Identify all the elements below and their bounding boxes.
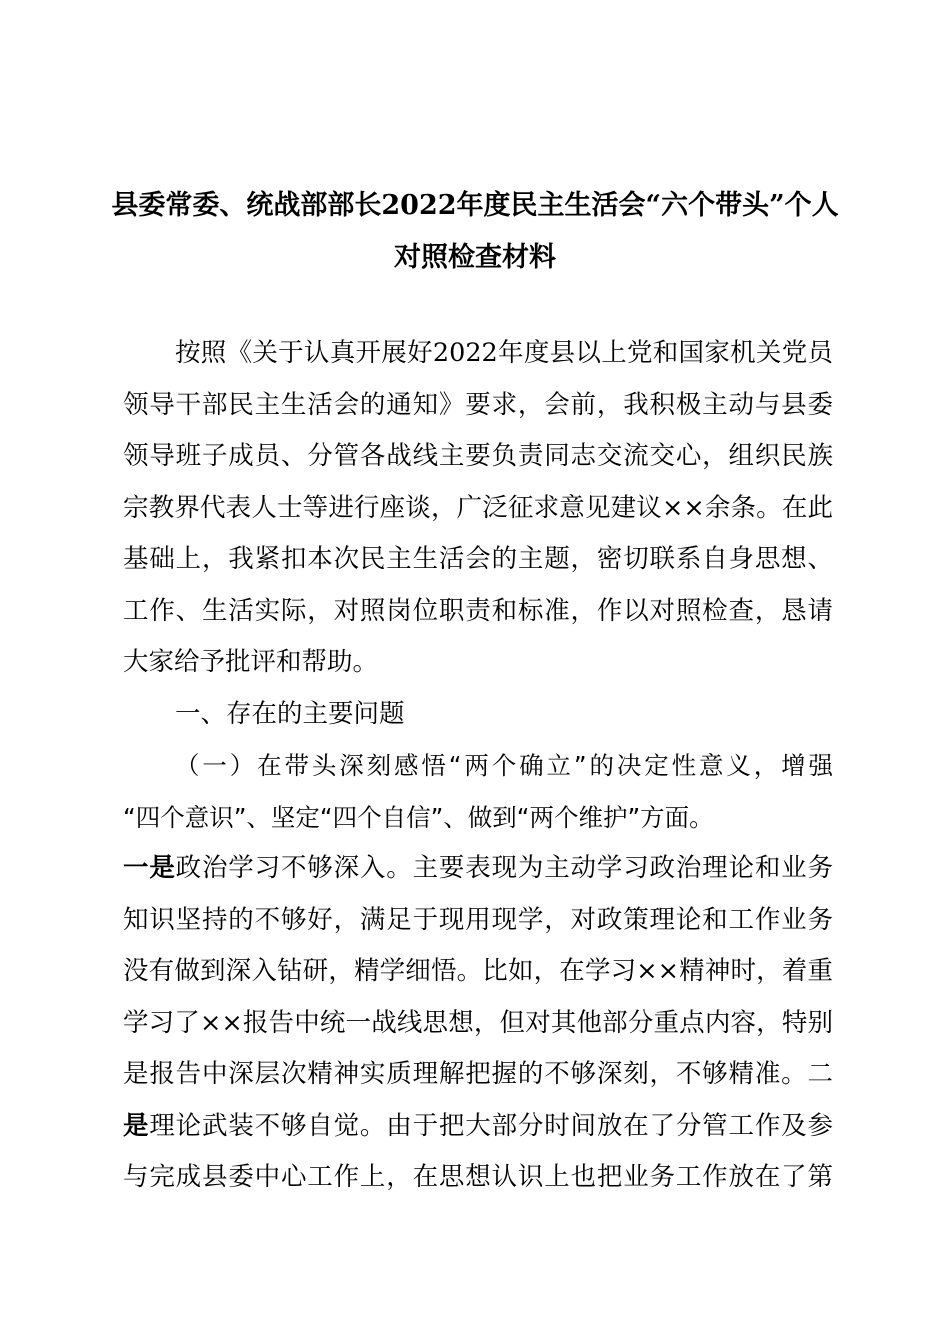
lead-er-shi: 是 (123, 1110, 150, 1141)
para-line-6 (123, 1101, 833, 1153)
intro-line-4: 宗教界代表人士等进行座谈，广泛征求意见建议××余条。在此 (123, 492, 833, 523)
lead-yi-shi: 一是 (123, 853, 176, 883)
intro-line-2: 领导干部民主生活会的通知》要求，会前，我积极主动与县委 (123, 389, 833, 420)
para-line-5-text: 是报告中深层次精神实质理解把握的不够深刻，不够精准。 (123, 1059, 808, 1089)
subsection-line-1: （一）在带头深刻感悟“两个确立”的决定性意义，增强 (175, 751, 833, 780)
section-heading: 一、存在的主要问题 (175, 698, 405, 729)
title-line-1: 县委常委、统战部部长2022年度民主生活会“六个带头”个人 (111, 190, 839, 221)
title-line-2: 对照检查材料 (394, 242, 556, 273)
document-title (100, 180, 850, 284)
intro-line-1: 按照《关于认真开展好2022年度县以上党和国家机关党员 (175, 338, 833, 368)
para-line-5-tail: 二 (807, 1059, 833, 1089)
para-line-3: 没有做到深入钻研，精学细悟。比如，在学习××精神时，着重 (123, 956, 833, 986)
intro-line-5: 基础上，我紧扣本次民主生活会的主题，密切联系自身思想、 (123, 544, 833, 574)
para-line-4: 学习了××报告中统一战线思想，但对其他部分重点内容，特别 (123, 1007, 833, 1038)
para-line-1-text: 政治学习不够深入。主要表现为主动学习政治理论和业务 (175, 853, 833, 883)
para-line-2: 知识坚持的不够好，满足于现用现学，对政策理论和工作业务 (123, 904, 833, 935)
document-body (123, 328, 833, 1204)
intro-line-3: 领导班子成员、分管各战线主要负责同志交流交心，组织民族 (123, 441, 833, 471)
para-line-6-text: 理论武装不够自觉。由于把大部分时间放在了分管工作及参 (149, 1110, 833, 1141)
para-line-1 (123, 843, 833, 895)
subsection-line-2: “四个意识”、坚定“四个自信”、做到“两个维护”方面。 (123, 802, 714, 832)
intro-line-7: 大家给予批评和帮助。 (123, 647, 379, 677)
para-line-5 (123, 1049, 833, 1101)
intro-line-6: 工作、生活实际，对照岗位职责和标准，作以对照检查，恳请 (123, 595, 833, 626)
para-line-7: 与完成县委中心工作上，在思想认识上也把业务工作放在了第 (123, 1162, 833, 1192)
